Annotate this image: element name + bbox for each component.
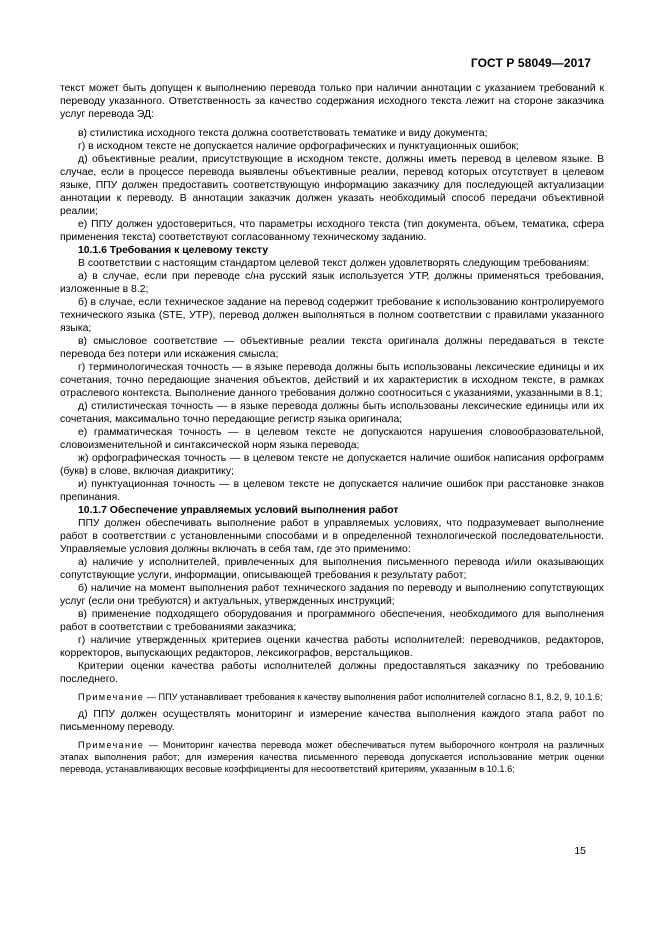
note-1-text: — ППУ устанавливает требования к качеству выполнения работ исполнителей согласно 8.1, 8.2, 9, 10.1.6;	[144, 692, 603, 702]
note-2	[60, 739, 604, 775]
list-item-v-target: в) смысловое соответствие — объективные реалии текста оригинала должны передаваться в тексте перевода без потери или искажения смысла;	[60, 336, 604, 360]
list-item-d-source: д) объективные реалии, присутствующие в исходном тексте, должны иметь перевод в целевом языке. В случае, если в процессе перевода выявлены объективные реалии, перевод которых отсутствует в целевом языке, ППУ должен предоставить соответствующую информацию заказчику для последующей актуализации аннотации к переводу. В аннотации заказчик должен указать необходимый способ передачи объективной реалии;	[60, 154, 604, 217]
list-item-b-target: б) в случае, если техническое задание на перевод содержит требование к использованию контролируемого технического языка (STE, УТР), перевод должен выполняться в полном соответствии с правилами указанного языка;	[60, 297, 604, 334]
standard-header: ГОСТ Р 58049—2017	[470, 56, 591, 70]
list-item-d-conditions: д) ППУ должен осуществлять мониторинг и измерение качества выполнения каждого этапа работ по письменному переводу.	[60, 709, 604, 733]
page-number: 15	[574, 845, 586, 857]
note-1	[60, 691, 604, 703]
list-item-g-source: г) в исходном тексте не допускается наличие орфографических и пунктуационных ошибок;	[78, 141, 519, 152]
list-item-v-conditions: в) применение подходящего оборудования и программного обеспечения, необходимого для выполнения работ в соответствии с требованиями заказчика;	[60, 609, 604, 633]
paragraph-criteria: Критерии оценки качества работы исполнителей должны предоставляться заказчику по требованию последнего.	[60, 661, 604, 685]
note-1-label: Примечание	[78, 692, 145, 702]
paragraph-controlled-conditions: ППУ должен обеспечивать выполнение работ в управляемых условиях, что подразумевает выполнение работ в соответствии с установленными способами и в определенной технологической последовательности. Управляемые условия должны включать в себя там, где это применимо:	[60, 518, 604, 555]
list-item-d-target: д) стилистическая точность — в языке перевода должны быть использованы лексические единицы или их сочетания, максимально точно передающие регистр языка оригинала;	[60, 401, 604, 425]
note-2-label: Примечание	[78, 740, 145, 750]
list-item-e-source: е) ППУ должен удостовериться, что параметры исходного текста (тип документа, объем, тематика, сфера применения текста) соответствуют согласованному техническому заданию.	[60, 219, 604, 243]
list-item-g-target: г) терминологическая точность — в языке перевода должны быть использованы лексические единицы и их сочетания, точно передающие значения объектов, действий и их характеристик в исходном тексте, в рамках отраслевого контекста. Выполнение данного требования должно соотноситься с указаниями, указанными в 8.1;	[60, 362, 604, 399]
paragraph-target-requirements: В соответствии с настоящим стандартом целевой текст должен удовлетворять следующим требованиям:	[78, 258, 590, 269]
list-item-a-target: а) в случае, если при переводе с/на русский язык используется УТР, должны применяться требования, изложенные в 8.2;	[60, 271, 604, 295]
note-2-text: — Мониторинг качества перевода может обеспечиваться путем выборочного контроля на различных этапах выполнения работ; для измерения качества письменного перевода допускается использование метрик оценки перевода, устанавливающих весовые коэффициенты для несоответствий критериям, указанным в 10.1.6;	[60, 740, 604, 774]
list-item-b-conditions: б) наличие на момент выполнения работ технического задания по переводу и выполнению сопутствующих услуг (если они требуются) и актуальных, утвержденных инструкций;	[60, 583, 604, 607]
section-heading-10-1-6: 10.1.6 Требования к целевому тексту	[78, 245, 269, 256]
list-item-v-source: в) стилистика исходного текста должна соответствовать тематике и виду документа;	[78, 128, 488, 139]
list-item-g-conditions: г) наличие утвержденных критериев оценки качества работы исполнителей: переводчиков, редакторов, корректоров, выпускающих редакторов, лексикографов, верстальщиков.	[60, 635, 604, 659]
paragraph-intro: текст может быть допущен к выполнению перевода только при наличии аннотации с указанием требований к переводу указанного. Ответственность за качество содержания исходного текста лежит на стороне заказчика услуг перевода ЭД:	[60, 83, 604, 120]
document-body	[60, 82, 604, 775]
list-item-i-target: и) пунктуационная точность — в целевом тексте не допускается наличие ошибок при расстановке знаков препинания.	[60, 479, 604, 503]
list-item-a-conditions: а) наличие у исполнителей, привлеченных для выполнения письменного перевода и/или оказывающих сопутствующие услуги, информации, описывающей требования к результату работ;	[60, 557, 604, 581]
list-item-e-target: е) грамматическая точность — в целевом тексте не допускаются нарушения словообразовательной, словоизменительной и синтаксической норм языка перевода;	[60, 427, 604, 451]
section-heading-10-1-7: 10.1.7 Обеспечение управляемых условий выполнения работ	[78, 505, 399, 516]
list-item-zh-target: ж) орфографическая точность — в целевом тексте не допускается наличие ошибок написания орфограмм (букв) в слове, включая диакритику;	[60, 453, 604, 477]
